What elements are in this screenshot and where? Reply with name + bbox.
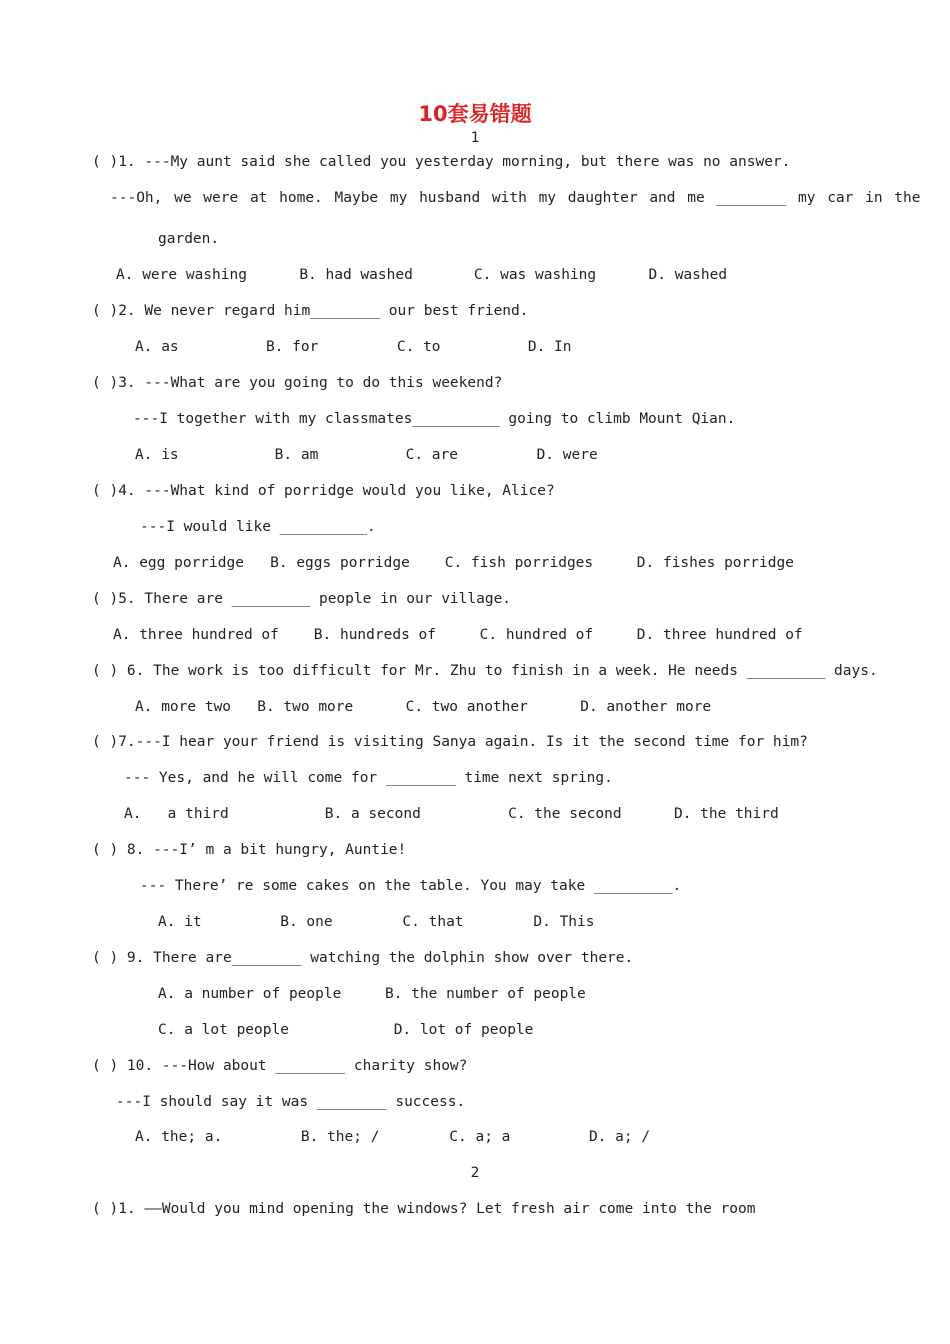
question-3-stem: ( )3. ---What are you going to do this weekend? [92,375,503,391]
question-6-stem: ( ) 6. The work is too difficult for Mr. Zhu to finish in a week. He needs _________ days. [92,663,878,679]
set-2-question-1-stem: ( )1. ——Would you mind opening the windows? Let fresh air come into the room [92,1201,756,1217]
question-1-line-2: garden. [158,231,220,247]
question-9-options-2: C. a lot people D. lot of people [158,1022,534,1038]
question-8-options: A. it B. one C. that D. This [158,914,595,930]
page-title: 10套易错题 [418,102,532,126]
question-3-line-1: ---I together with my classmates__________ going to climb Mount Qian. [133,411,736,427]
question-10-options: A. the; a. B. the; / C. a; a D. a; / [135,1129,651,1145]
question-7-options: A. a third B. a second C. the second D. the third [124,806,779,822]
question-3-options: A. is B. am C. are D. were [135,447,598,463]
question-7-stem: ( )7.---I hear your friend is visiting Sanya again. Is it the second time for him? [92,734,808,750]
question-10-line-1: ---I should say it was ________ success. [116,1094,466,1110]
set-number-2: 2 [470,1165,480,1181]
question-4-stem: ( )4. ---What kind of porridge would you like, Alice? [92,483,555,499]
question-1-stem: ( )1. ---My aunt said she called you yesterday morning, but there was no answer. [92,154,791,170]
question-8-line-1: --- There’ re some cakes on the table. You may take _________. [140,878,682,894]
question-10-stem: ( ) 10. ---How about ________ charity show? [92,1058,468,1074]
question-2-stem: ( )2. We never regard him________ our best friend. [92,303,529,319]
question-6-options: A. more two B. two more C. two another D. another more [135,699,712,715]
question-8-stem: ( ) 8. ---I’ m a bit hungry, Auntie! [92,842,407,858]
question-4-options: A. egg porridge B. eggs porridge C. fish porridges D. fishes porridge [113,555,794,571]
question-5-options: A. three hundred of B. hundreds of C. hundred of D. three hundred of [113,627,803,643]
question-1-options: A. were washing B. had washed C. was washing D. washed [116,267,728,283]
question-5-stem: ( )5. There are _________ people in our village. [92,591,512,607]
question-1-line-1: ---Oh, we were at home. Maybe my husband with my daughter and me ________ my car in the [110,190,921,206]
set-number-1: 1 [470,130,480,146]
question-9-options-1: A. a number of people B. the number of people [158,986,586,1002]
question-9-stem: ( ) 9. There are________ watching the dolphin show over there. [92,950,634,966]
question-2-options: A. as B. for C. to D. In [135,339,572,355]
question-4-line-1: ---I would like __________. [140,519,376,535]
question-7-line-1: --- Yes, and he will come for ________ time next spring. [124,770,613,786]
